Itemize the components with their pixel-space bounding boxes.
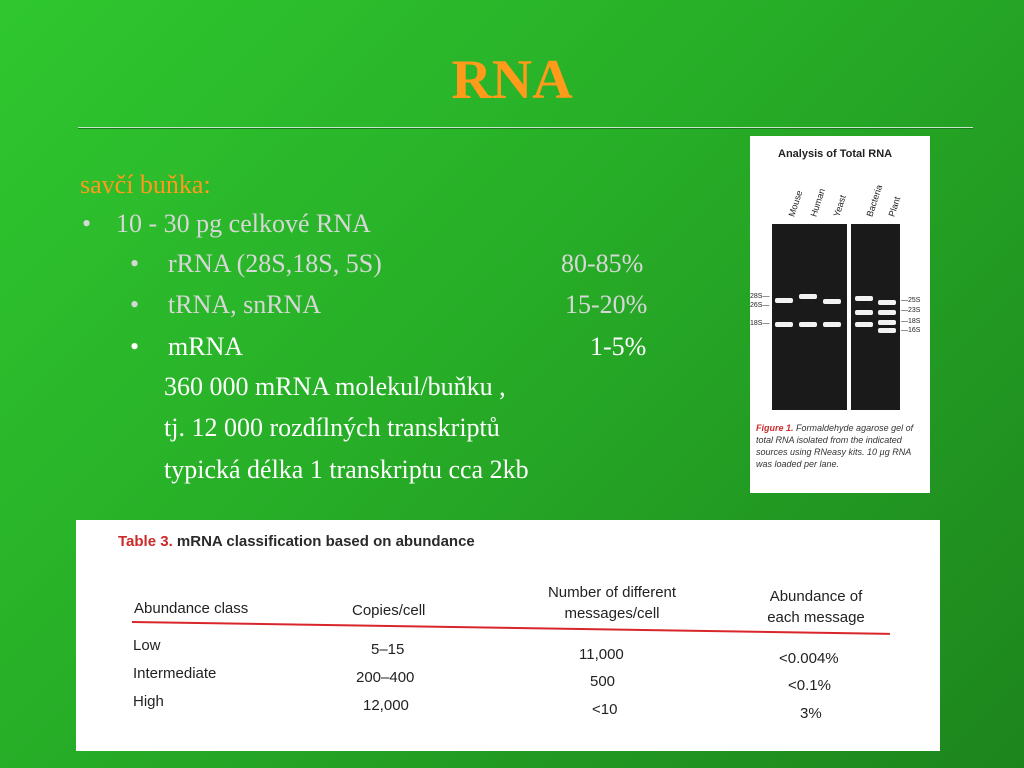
table-header: Abundance of each message [767, 588, 865, 626]
intro-text: savčí buňka: [80, 170, 211, 199]
gel-band [878, 328, 896, 333]
table-cell: <10 [592, 701, 618, 718]
slide-title: RNA [451, 49, 573, 111]
gel-band [799, 322, 817, 327]
gel-marker-left: 28S— [750, 293, 770, 300]
table-label: Table 3. [118, 533, 173, 550]
table-title-text: mRNA classification based on abundance [176, 533, 475, 550]
abundance-table [76, 520, 940, 751]
lane-label: Mouse [786, 189, 805, 218]
gel-band [823, 322, 841, 327]
table-cell: 200–400 [356, 669, 415, 686]
gel-band [823, 299, 841, 304]
gel-band [878, 310, 896, 315]
table-header: Number of different messages/cell [547, 584, 677, 622]
note-line: typická délka 1 transkriptu cca 2kb [164, 455, 529, 484]
caption-text: Formaldehyde agarose gel of total RNA isolated from the indicated sources using RNeasy kits. 10 µg RNA was loaded per lane. [756, 423, 914, 469]
table-cell: Low [133, 637, 161, 654]
note-line: 360 000 mRNA molekul/buňku , [164, 372, 506, 401]
lane-label: Human [808, 187, 827, 218]
gel-band [799, 294, 817, 299]
lane-label: Yeast [831, 193, 848, 218]
gel-figure [750, 136, 930, 493]
gel-band [775, 322, 793, 327]
table-header: Copies/cell [352, 602, 426, 619]
table-cell: <0.004% [779, 650, 839, 667]
gel-marker-left: 26S— [750, 302, 770, 309]
bullet-marker: • [82, 209, 92, 238]
sub-bullet-trna-value: 15-20% [565, 290, 648, 319]
sub-bullet-marker: • [130, 249, 140, 278]
gel-band [855, 310, 873, 315]
caption-label: Figure 1. [756, 423, 794, 433]
table-cell: 11,000 [579, 646, 624, 663]
gel-marker-right: —18S [901, 318, 921, 325]
table-cell: 12,000 [363, 697, 409, 714]
gel-band [855, 296, 873, 301]
note-line: tj. 12 000 rozdílných transkriptů [164, 413, 500, 442]
sub-bullet-marker: • [130, 290, 140, 319]
table-header: Abundance class [134, 600, 249, 617]
gel-figure-title: Analysis of Total RNA [778, 148, 893, 160]
sub-bullet-rrna-label: rRNA (28S,18S, 5S) [168, 249, 382, 278]
gel-marker-right: —25S [901, 297, 921, 304]
sub-bullet-rrna-value: 80-85% [561, 249, 644, 278]
gel-band [855, 322, 873, 327]
table-cell: <0.1% [788, 677, 831, 694]
table-cell: High [133, 693, 164, 710]
gel-marker-right: —23S [901, 307, 921, 314]
gel-band [878, 320, 896, 325]
gel-panel-left [772, 224, 847, 410]
title-divider [78, 127, 973, 128]
lane-label: Plant [886, 195, 903, 218]
gel-band [775, 298, 793, 303]
lane-label: Bacteria [864, 183, 885, 218]
table-cell: 3% [800, 705, 822, 722]
gel-panel-right [851, 224, 900, 410]
gel-marker-left: 18S— [750, 320, 770, 327]
table-cell: 500 [590, 673, 616, 690]
gel-band [878, 300, 896, 305]
table-cell: 5–15 [371, 641, 405, 658]
gel-marker-right: —16S [901, 327, 921, 334]
sub-bullet-mrna-label: mRNA [168, 332, 244, 361]
table-title [118, 533, 475, 550]
bullet-text-total-rna: 10 - 30 pg celkové RNA [116, 209, 371, 238]
sub-bullet-trna-label: tRNA, snRNA [168, 290, 322, 319]
sub-bullet-marker: • [130, 332, 140, 361]
gel-figure-caption [756, 422, 926, 470]
sub-bullet-mrna-value: 1-5% [590, 332, 647, 361]
table-cell: Intermediate [133, 665, 217, 682]
